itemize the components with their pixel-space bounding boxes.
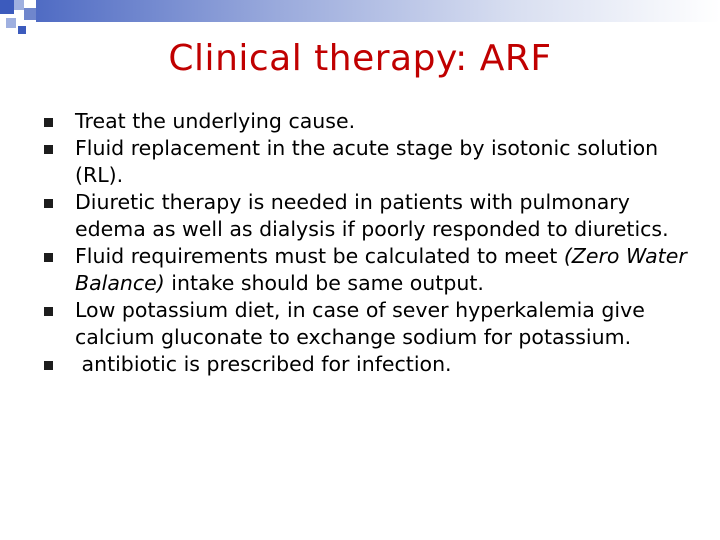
decor-square [18,26,26,34]
bullet-text: Fluid replacement in the acute stage by isotonic solution (RL). [75,136,659,187]
bullet-item [0,297,720,351]
bullet-text: Low potassium diet, in case of sever hyperkalemia give calcium gluconate to exchange sodium for potassium. [75,298,645,349]
square-bullet-icon [44,118,53,127]
bullet-item [0,108,720,135]
bullet-list [0,108,720,378]
top-gradient-band [36,0,720,22]
bullet-item [0,189,720,243]
top-decoration [0,0,720,40]
bullet-text-after: intake should be same output. [164,271,484,295]
bullet-item [0,351,720,378]
bullet-text-before: Fluid requirements must be calculated to meet [75,244,564,268]
slide-title: Clinical therapy: ARF [168,38,552,79]
bullet-item [0,243,720,297]
decor-square [0,0,14,14]
square-bullet-icon [44,199,53,208]
bullet-text: Treat the underlying cause. [75,109,356,133]
decor-square [24,8,36,20]
bullet-text-italic: (Zero Water Balance) [75,244,687,295]
bullet-item [0,135,720,189]
decor-square [14,0,24,10]
square-bullet-icon [44,361,53,370]
bullet-text: Diuretic therapy is needed in patients with pulmonary edema as well as dialysis if poorly responded to diuretics. [75,190,669,241]
square-bullet-icon [44,145,53,154]
bullet-text: antibiotic is prescribed for infection. [75,352,452,376]
decor-square [6,18,16,28]
slide-content [0,108,720,508]
square-bullet-icon [44,307,53,316]
square-bullet-icon [44,253,53,262]
